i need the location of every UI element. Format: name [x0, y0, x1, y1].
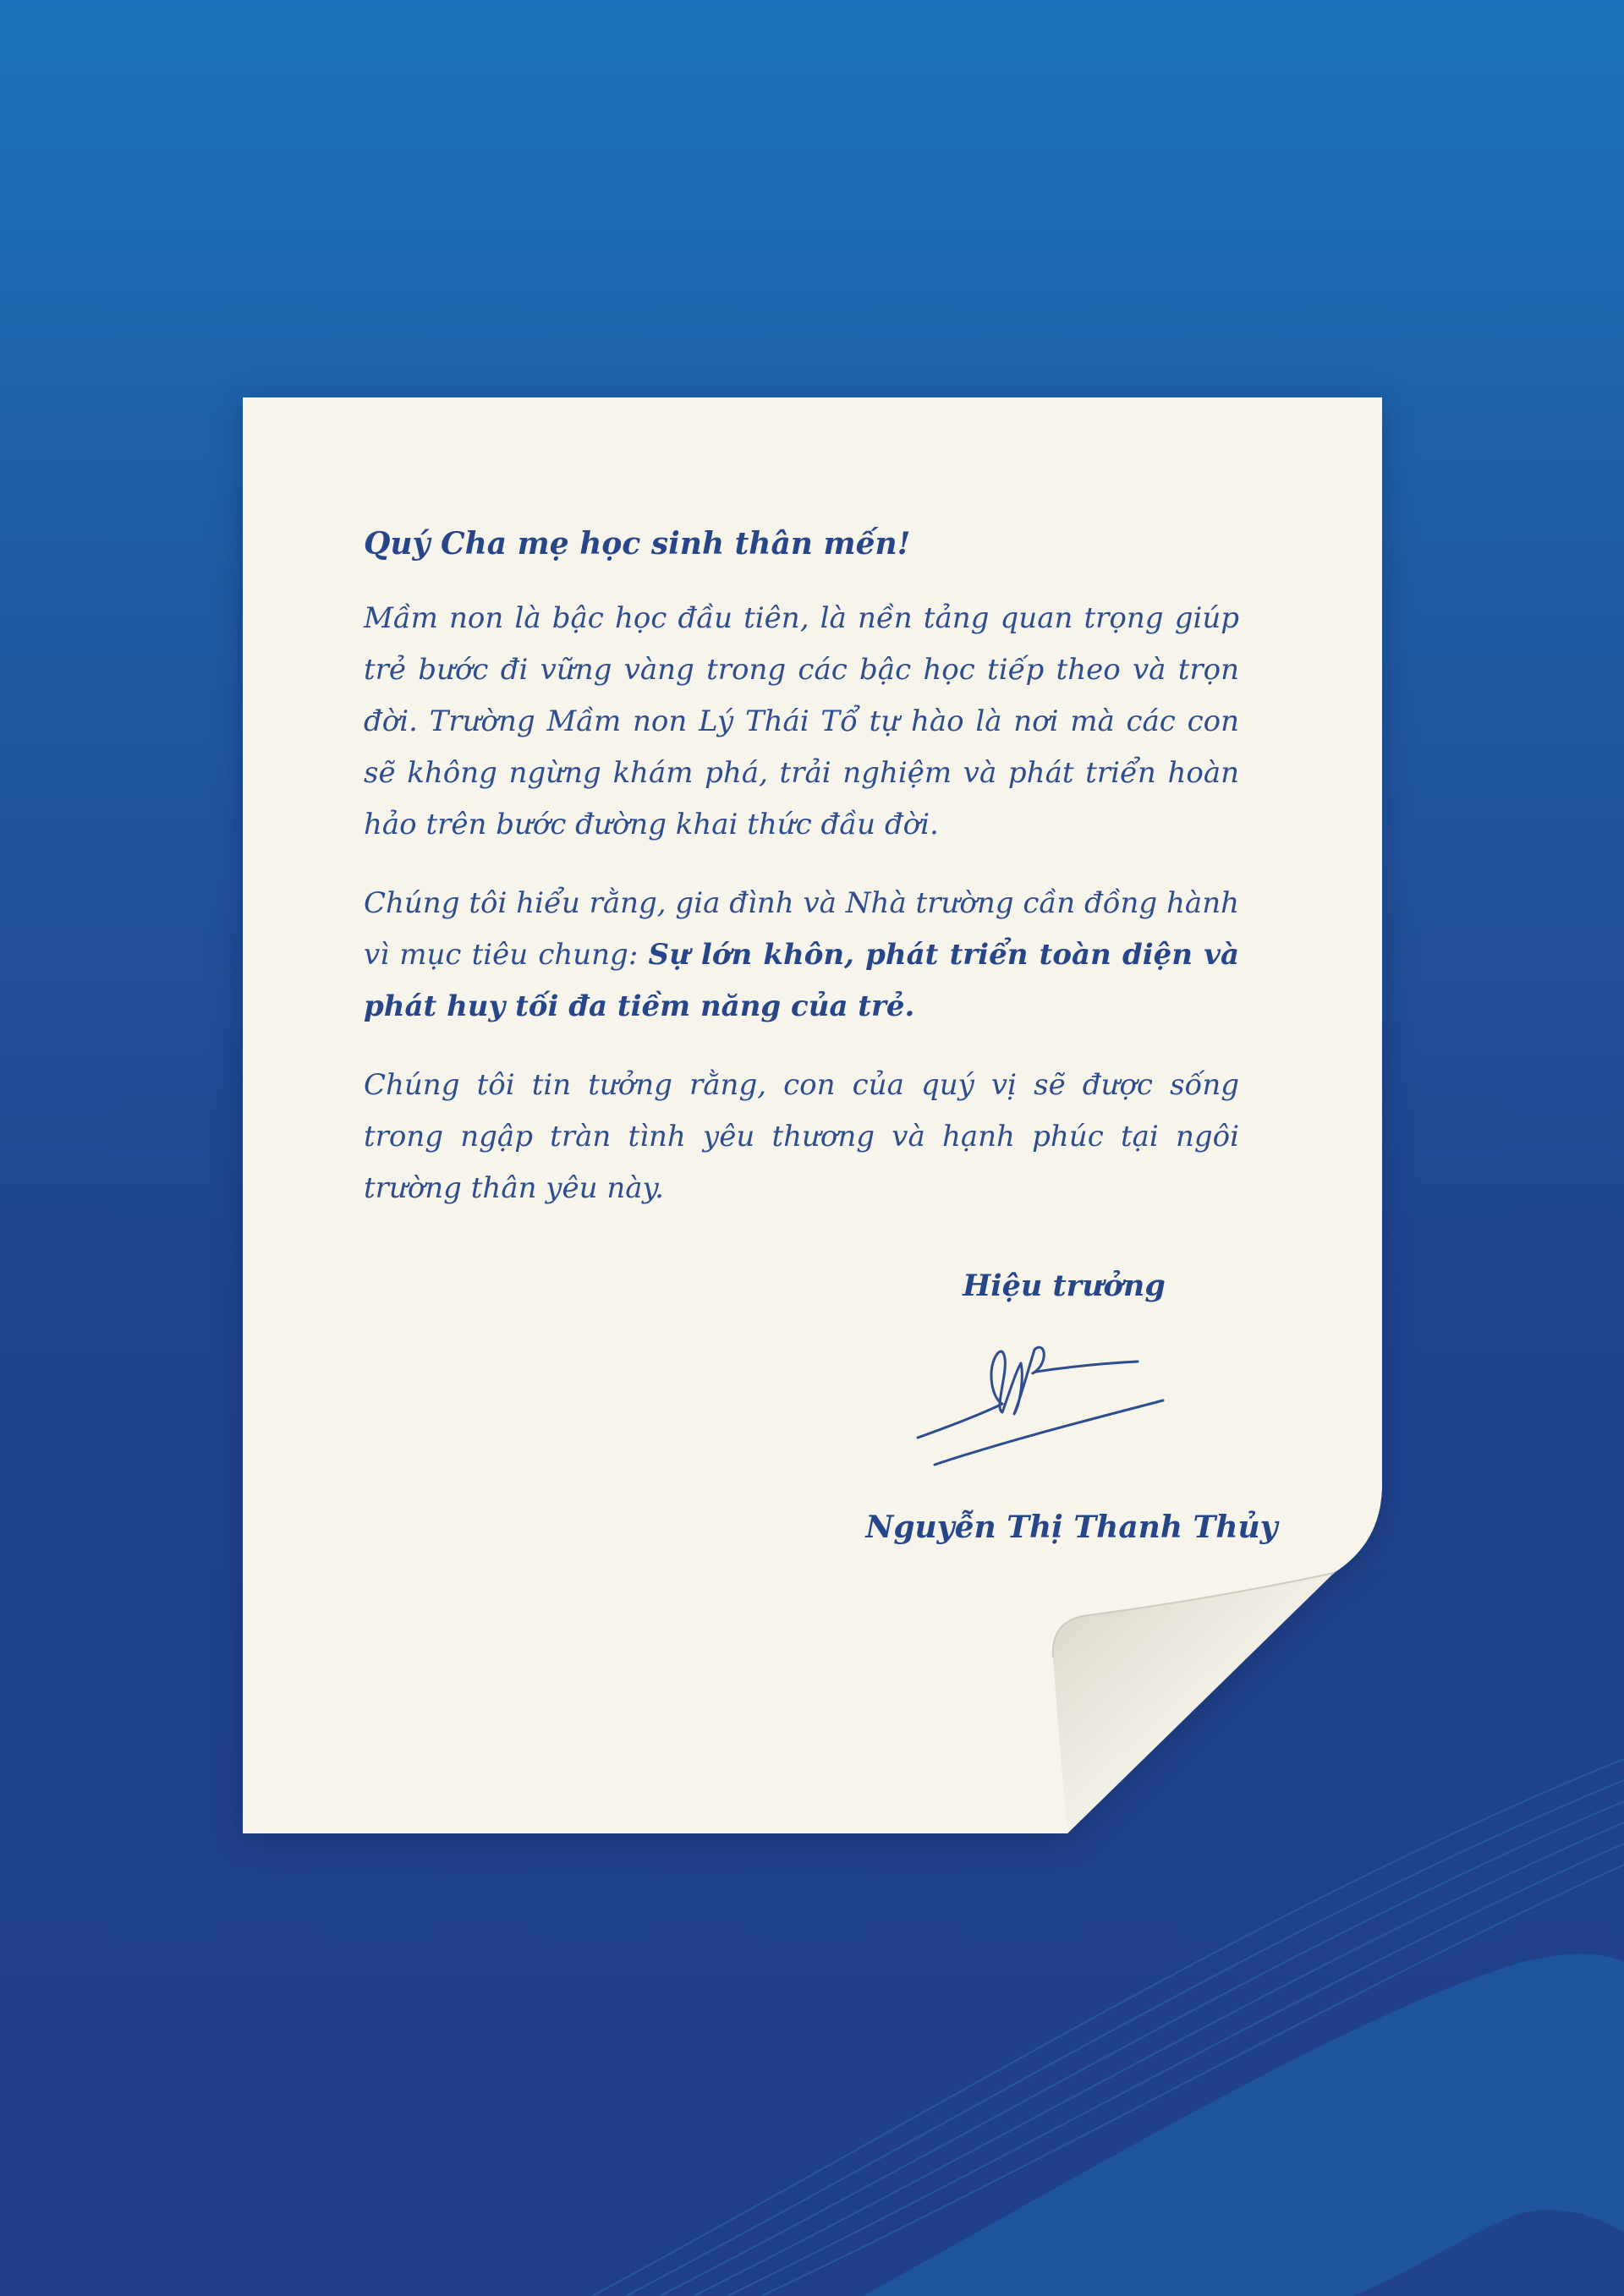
- signer-role: Hiệu trưởng: [963, 1269, 1166, 1303]
- signer-name: Nguyễn Thị Thanh Thủy: [865, 1510, 1278, 1545]
- handwritten-signature: [909, 1338, 1197, 1490]
- letter-paragraph-1: Mầm non là bậc học đầu tiên, là nền tảng quan trọng giúp trẻ bước đi vững vàng trong các bậc học tiếp theo và trọn đời. Trường Mầm non Lý Thái Tổ tự hào là nơi mà các con sẽ không ngừng khám phá, trải nghiệm và phát triển hoàn hảo trên bước đường khai thức đầu đời.: [364, 600, 1239, 841]
- letter-paragraph-2: [364, 878, 1239, 1033]
- letter-paragraph-2-emphasis: Sự lớn khôn, phát triển toàn diện và phát huy tối đa tiềm năng của trẻ.: [364, 937, 1239, 1023]
- letter-body: [364, 524, 1239, 1241]
- letter-greeting: Quý Cha mẹ học sinh thân mến!: [364, 526, 911, 562]
- letter-paragraph-3: Chúng tôi tin tưởng rằng, con của quý vị sẽ được sống trong ngập tràn tình yêu thương và hạnh phúc tại ngôi trường thân yêu này.: [364, 1067, 1239, 1205]
- letter: [243, 397, 1382, 1833]
- letter-paragraph-2-intro: Chúng tôi hiểu rằng, gia đình và Nhà trường cần đồng hành vì mục tiêu chung:: [364, 885, 1239, 972]
